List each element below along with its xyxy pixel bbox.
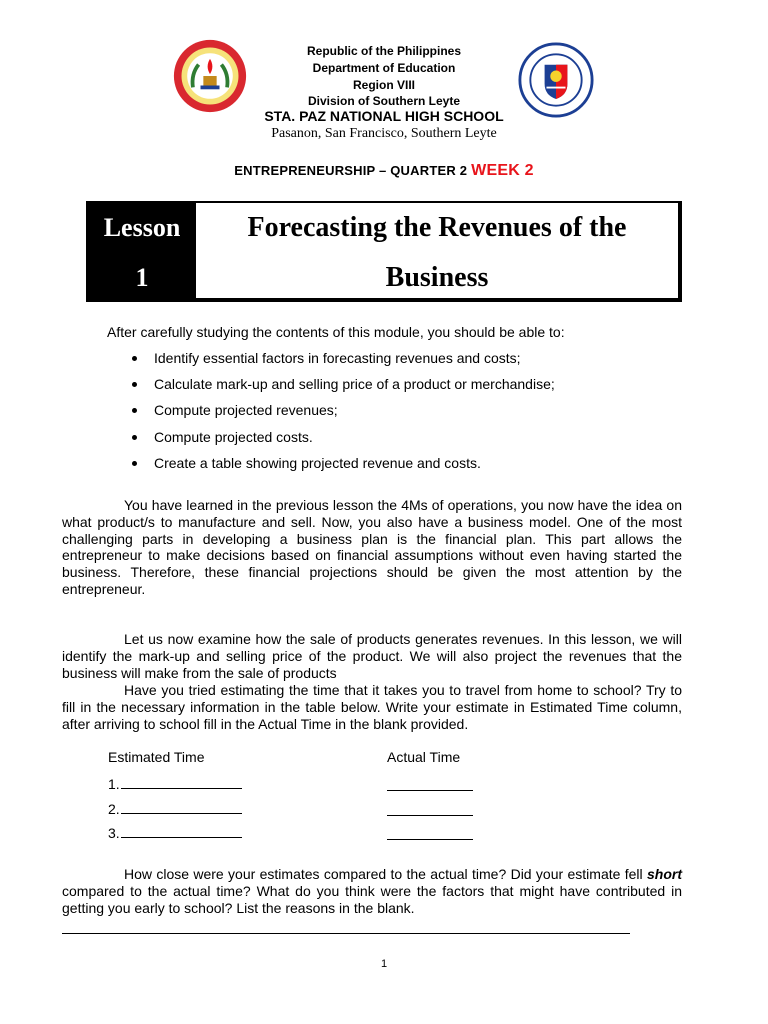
- estimated-time-blank[interactable]: [121, 824, 242, 838]
- estimate-row: [108, 800, 242, 817]
- reflection-text-end: compared to the actual time? What do you think were the factors that might have contributed in getting you early to school? List the reasons in the blank.: [62, 882, 682, 916]
- header-region: Region VIII: [352, 78, 415, 92]
- actual-time-blank[interactable]: [387, 789, 473, 791]
- paragraph-reflection: [62, 866, 682, 916]
- lesson-title-line1: Forecasting the Revenues of the: [247, 212, 627, 243]
- list-item: Identify essential factors in forecasting revenues and costs;: [130, 350, 555, 376]
- lesson-title-line2: Business: [385, 262, 489, 293]
- emphasis-short: short: [647, 866, 682, 882]
- paragraph-revenues: Let us now examine how the sale of products generates revenues. In this lesson, we will identify the mark-up and selling price of the product. We will also project the revenues that the business will make from the sale of products: [62, 631, 682, 681]
- estimated-time-header: Estimated Time: [108, 749, 205, 765]
- estimated-time-blank[interactable]: [121, 775, 242, 789]
- lesson-number: 1: [135, 263, 149, 292]
- header-department: Department of Education: [312, 61, 456, 75]
- estimate-row: [108, 775, 242, 792]
- row-number: 1.: [108, 776, 120, 792]
- lesson-number-tab: [88, 203, 196, 298]
- subject-line: [0, 162, 768, 180]
- estimate-row: [108, 824, 242, 841]
- school-address: Pasanon, San Francisco, Southern Leyte: [271, 126, 497, 141]
- subject-quarter: ENTREPRENEURSHIP – QUARTER 2: [234, 163, 468, 178]
- objectives-intro: After carefully studying the contents of this module, you should be able to:: [107, 324, 565, 340]
- list-item: Compute projected costs.: [130, 429, 555, 455]
- school-name: STA. PAZ NATIONAL HIGH SCHOOL: [264, 108, 504, 124]
- paragraph-travel-estimate: Have you tried estimating the time that it takes you to travel from home to school? Try to fill in the necessary information in the table below. Write your estimate in Estimated Time column, after arriving to school fill in the Actual Time in the blank provided.: [62, 682, 682, 732]
- objectives-list: [130, 350, 555, 481]
- list-item: Calculate mark-up and selling price of a product or merchandise;: [130, 376, 555, 402]
- list-item: Create a table showing projected revenue and costs.: [130, 455, 555, 481]
- row-number: 3.: [108, 825, 120, 841]
- actual-time-blank[interactable]: [387, 814, 473, 816]
- reflection-text-start: How close were your estimates compared to the actual time? Did your estimate fell: [124, 866, 643, 882]
- header-division: Division of Southern Leyte: [307, 94, 460, 108]
- lesson-label: Lesson: [103, 213, 181, 242]
- answer-blank-line[interactable]: [62, 933, 630, 934]
- estimated-time-blank[interactable]: [121, 800, 242, 814]
- page-number: 1: [380, 958, 388, 970]
- actual-time-header: Actual Time: [387, 749, 461, 765]
- paragraph-financial-plan: You have learned in the previous lesson the 4Ms of operations, you now have the idea on what product/s to manufacture and sell. Now, you also have a business model. One of the most challenging parts in developing a business plan is the financial plan. This part allows the entrepreneur to make decisions based on financial assumptions without even having started the business. Therefore, these financial projections should be given the most attention by the entrepreneur.: [62, 497, 682, 597]
- lesson-title-box: [86, 201, 682, 302]
- row-number: 2.: [108, 801, 120, 817]
- week-label: WEEK 2: [471, 162, 534, 179]
- header-country: Republic of the Philippines: [306, 44, 461, 58]
- actual-time-blank[interactable]: [387, 838, 473, 840]
- list-item: Compute projected revenues;: [130, 402, 555, 428]
- lesson-title: [196, 203, 678, 298]
